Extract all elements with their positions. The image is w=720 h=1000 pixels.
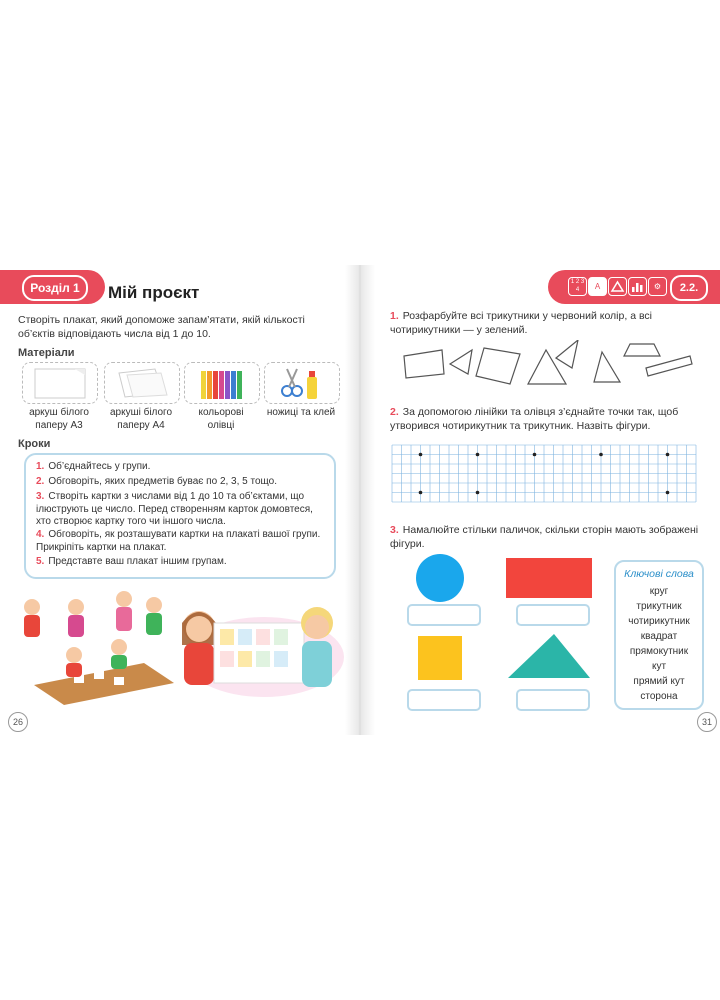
- child-body: [24, 615, 40, 637]
- child-body: [66, 663, 82, 677]
- rectangle-shape: [506, 558, 592, 598]
- grid-dot: [476, 491, 480, 495]
- table: [34, 663, 174, 705]
- puzzle-icon: ⚙: [648, 277, 667, 296]
- paper-a3-icon: [23, 363, 97, 403]
- answer-box-rectangle[interactable]: [516, 604, 590, 626]
- step-number: 2.: [36, 476, 45, 487]
- keyword: сторона: [640, 691, 678, 702]
- circle-shape: [416, 554, 464, 602]
- keywords-title: Ключові слова: [624, 568, 694, 580]
- step-text: Створіть картки з числами від 1 до 10 та об’єктами, що ілюструють це число. Перед створенням карток домовтеся, хто створює картку того чи іншого числа.: [36, 491, 313, 527]
- girl-dress: [184, 643, 214, 685]
- keyword: круг: [649, 586, 669, 597]
- paper-a4-icon: [105, 363, 179, 403]
- child-head: [111, 639, 127, 655]
- step-item: [36, 476, 326, 489]
- poster-card: [256, 629, 270, 645]
- answer-box-circle[interactable]: [407, 604, 481, 626]
- girl-face: [305, 615, 329, 639]
- child-body: [116, 607, 132, 631]
- material-box-scissors: [264, 362, 340, 404]
- poster-card: [238, 651, 252, 667]
- step-text: Представте ваш плакат іншим групам.: [48, 556, 227, 567]
- step-text: Об’єднайтесь у групи.: [48, 461, 151, 472]
- child-body: [68, 615, 84, 637]
- square-shape: [418, 636, 462, 680]
- chart-icon: [628, 277, 647, 296]
- grid-dot: [533, 453, 537, 457]
- page-number-right: 31: [697, 712, 717, 732]
- answer-box-triangle[interactable]: [516, 689, 590, 711]
- step-number: 3.: [36, 491, 45, 502]
- task-text: Намалюйте стільки паличок, скільки сторін мають зображені фігури.: [390, 524, 699, 550]
- step-number: 1.: [36, 461, 45, 472]
- grid-dot: [419, 491, 423, 495]
- triangle-shape: [594, 352, 620, 382]
- book-gutter: [345, 265, 375, 735]
- step-item: [36, 461, 326, 474]
- girl-dress: [302, 641, 332, 687]
- material-box-pencils: [184, 362, 260, 404]
- dot-grid[interactable]: [388, 443, 708, 503]
- girl-face: [186, 616, 212, 642]
- step-number: 5.: [36, 556, 45, 567]
- triangle-shape: [508, 634, 590, 678]
- quadrilateral-shape: [404, 350, 444, 378]
- task-number: 1.: [390, 310, 399, 322]
- shapes-icon: [608, 277, 627, 296]
- grid-dot: [476, 453, 480, 457]
- poster-card: [220, 629, 234, 645]
- shapes-to-color: [398, 340, 698, 390]
- poster-card: [274, 651, 288, 667]
- scissors-glue-icon: [265, 363, 339, 403]
- task-number: 2.: [390, 406, 399, 418]
- material-label: кольорові олівці: [198, 407, 244, 431]
- grid-dot: [666, 491, 670, 495]
- keyword: квадрат: [640, 631, 678, 642]
- grid-dot: [599, 453, 603, 457]
- poster-card: [256, 651, 270, 667]
- keywords-box: [614, 560, 704, 710]
- child-head: [68, 599, 84, 615]
- step-item: [36, 556, 326, 569]
- step-item: [36, 491, 326, 529]
- answer-box-square[interactable]: [407, 689, 481, 711]
- lesson-number: 2.2.: [670, 275, 708, 301]
- trapezoid-shape: [624, 344, 660, 356]
- section-tab: [0, 270, 105, 304]
- material-label: аркуш білого паперу А3: [29, 407, 89, 431]
- section-tab-label: Розділ 1: [22, 275, 88, 301]
- task-3: [390, 523, 706, 551]
- lesson-tab: [548, 270, 720, 304]
- step-number: 4.: [36, 529, 45, 540]
- grid-dot: [666, 453, 670, 457]
- grid-dot: [419, 453, 423, 457]
- child-head: [66, 647, 82, 663]
- task-text: За допомогою лінійки та олівця з’єднайте точки так, щоб утворився чотирикутник та трикутник. Назвіть фігури.: [390, 406, 679, 432]
- task-text: Розфарбуйте всі трикутники у червоний колір, а всі чотирикутники — у зелений.: [390, 310, 652, 336]
- poster-card: [220, 651, 234, 667]
- steps-heading: Кроки: [18, 438, 51, 450]
- steps-box: [24, 453, 336, 579]
- triangle-shape: [556, 340, 578, 368]
- card: [94, 671, 104, 679]
- step-item: [36, 529, 326, 554]
- task-1: [390, 309, 706, 337]
- keyword: прямий кут: [633, 676, 685, 687]
- page-number-left: 26: [8, 712, 28, 732]
- material-label: ножиці та клей: [266, 407, 336, 418]
- keyword: трикутник: [636, 601, 682, 612]
- materials-heading: Матеріали: [18, 347, 75, 359]
- poster-card: [274, 629, 288, 645]
- colored-pencils-icon: [185, 363, 259, 403]
- poster-card: [238, 629, 252, 645]
- intro-text: Створіть плакат, який допоможе запам’ятати, якій кількості об’єктів відповідають числа від 1 до 10.: [18, 314, 305, 340]
- child-head: [24, 599, 40, 615]
- keyword: прямокутник: [629, 646, 689, 657]
- quadrilateral-shape: [646, 356, 692, 376]
- task-number: 3.: [390, 524, 399, 536]
- step-text: Обговоріть, як розташувати картки на плакаті вашої групи. Прикріпіть картки на плакат.: [36, 529, 321, 553]
- keyword: чотирикутник: [628, 616, 690, 627]
- material-label: аркуші білого паперу А4: [109, 407, 173, 431]
- child-body: [146, 613, 162, 635]
- task-2: [390, 405, 706, 433]
- material-box-a3: [22, 362, 98, 404]
- child-body: [111, 655, 127, 669]
- children-illustration: [14, 585, 344, 710]
- keyword: кут: [651, 661, 667, 672]
- triangle-shape: [450, 350, 472, 374]
- child-head: [146, 597, 162, 613]
- letter-icon: А: [588, 277, 607, 296]
- quadrilateral-shape: [476, 348, 520, 384]
- child-head: [116, 591, 132, 607]
- card: [114, 677, 124, 685]
- material-box-a4: [104, 362, 180, 404]
- page-title: Мій проєкт: [108, 283, 200, 302]
- numbers-icon: 1 2 3 4: [568, 277, 587, 296]
- step-text: Обговоріть, яких предметів буває по 2, 3, 5 тощо.: [48, 476, 278, 487]
